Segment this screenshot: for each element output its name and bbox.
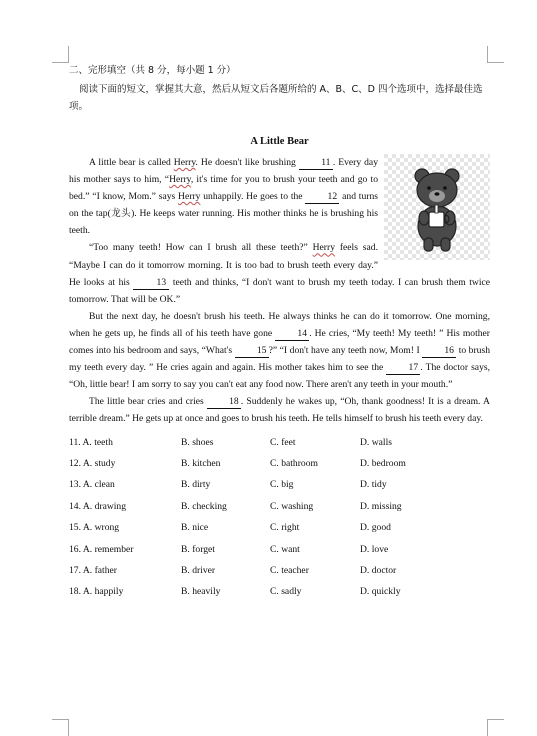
option-c: C. want: [270, 543, 300, 555]
option-d: D. quickly: [360, 586, 401, 598]
option-a: 13. A. clean: [69, 479, 115, 491]
option-b: B. driver: [181, 565, 216, 577]
option-a: 14. A. drawing: [69, 500, 127, 512]
page-corner-mark-top-left: [52, 46, 69, 63]
option-a: 11. A. teeth: [69, 436, 113, 448]
option-a: 15. A. wrong: [69, 522, 120, 534]
text-run: teeth and thinks, “I don't want to brush my teeth today. I can brush them twice tomorrow. That will be OK.”: [69, 276, 490, 305]
option-a: 18. A. happily: [69, 586, 124, 598]
option-row-15: [69, 517, 490, 538]
option-c: C. washing: [270, 500, 314, 512]
option-row-13: [69, 474, 490, 495]
option-c: C. big: [270, 479, 294, 491]
option-a: 16. A. remember: [69, 543, 134, 555]
page-corner-mark-bottom-left: [52, 719, 69, 736]
blank-14: 14: [275, 328, 309, 341]
option-a: 17. A. father: [69, 565, 117, 577]
text-run: But the next day, he doesn't brush his teeth. He always thinks he can do it tomorrow. One morning, when he gets up, he finds all of his teeth have gone: [69, 310, 490, 339]
option-c: C. sadly: [270, 586, 302, 598]
text-run: ?” “I don't have any teeth now, Mom! I: [268, 345, 423, 357]
option-b: B. heavily: [181, 586, 221, 598]
option-b: B. forget: [181, 543, 215, 555]
option-b: B. kitchen: [181, 458, 221, 470]
option-c: C. bathroom: [270, 458, 318, 470]
option-c: C. right: [270, 522, 300, 534]
text-run: . Suddenly he wakes up, “Oh, thank goodness! It is a dream. A terrible dream.” He gets up at once and goes to brush his teeth. He tells himself to brush his teeth every day.: [69, 396, 490, 425]
blank-17: 17: [386, 362, 420, 375]
page-corner-mark-top-right: [487, 46, 504, 63]
story-paragraph-3: [69, 308, 490, 393]
option-b: B. nice: [181, 522, 209, 534]
option-d: D. walls: [360, 436, 392, 448]
story-title: A Little Bear: [250, 136, 309, 147]
option-d: D. missing: [360, 500, 402, 512]
story-paragraph-4: [69, 393, 490, 427]
text-run: , it's time for you to brush your teeth and go to bed.” “I know, Mom.” says: [69, 174, 379, 203]
text-run: feels sad. “Maybe I can do it tomorrow morning. It is too bad to brush teeth every day.” He looks at his: [69, 242, 378, 288]
option-d: D. love: [360, 543, 389, 555]
option-row-11: [69, 432, 490, 453]
text-run: . He doesn't like brushing: [195, 157, 299, 168]
blank-16: 16: [422, 345, 456, 358]
option-b: B. checking: [181, 500, 227, 512]
name-herry: Herry: [173, 157, 196, 168]
text-run: to brush my teeth every day. ” He cries again and again. His mother takes him to see the: [69, 345, 490, 374]
text-run: The little bear cries and cries: [89, 396, 207, 408]
text-run: and turns on the tap(龙头). He keeps water running. His mother thinks he is brushing his teeth.: [69, 191, 378, 237]
text-run: “Too many teeth! How can I brush all these teeth?”: [89, 242, 313, 254]
blank-13: 13: [133, 277, 169, 290]
option-d: D. tidy: [360, 479, 387, 491]
option-row-17: [69, 560, 490, 581]
name-herry: Herry: [312, 242, 335, 254]
name-herry: Herry: [178, 191, 201, 203]
option-row-14: [69, 496, 490, 517]
text-run: . He cries, “My teeth! My teeth! ” His mother comes into his bedroom and says, “What's: [69, 327, 490, 357]
option-row-18: [69, 581, 490, 602]
page-corner-mark-bottom-right: [487, 719, 504, 736]
option-b: B. shoes: [181, 436, 214, 448]
text-run: . The doctor says, “Oh, little bear! I am sorry to say you can't eat any food now. There aren't any teeth in your mouth.”: [69, 362, 490, 391]
bear-with-cup-icon: [384, 154, 490, 260]
option-c: C. teacher: [270, 565, 309, 577]
text-run: . Every day his mother says to him, “: [69, 157, 378, 186]
option-row-12: [69, 453, 490, 474]
blank-18: 18: [207, 396, 241, 409]
blank-12: 12: [305, 191, 339, 204]
option-b: B. dirty: [181, 479, 211, 491]
text-run: unhappily. He goes to the: [200, 191, 306, 203]
option-c: C. feet: [270, 436, 296, 448]
blank-11: 11: [299, 157, 333, 170]
text-run: A little bear is called: [89, 157, 174, 168]
option-d: D. doctor: [360, 565, 397, 577]
option-d: D. good: [360, 522, 391, 534]
name-herry: Herry: [169, 174, 191, 186]
section-title: 二、完形填空（共 8 分，每小题 1 分）: [69, 65, 236, 76]
option-a: 12. A. study: [69, 458, 116, 470]
section-instruction: 阅读下面的短文，掌握其大意，然后从短文后各题所给的 A、B、C、D 四个选项中，选择最佳选项。: [69, 84, 483, 112]
story-body: [69, 154, 490, 428]
option-d: D. bedroom: [360, 458, 406, 470]
option-row-16: [69, 538, 490, 559]
document-page: [69, 62, 490, 603]
blank-15: 15: [235, 345, 269, 358]
answer-options: [69, 432, 490, 603]
